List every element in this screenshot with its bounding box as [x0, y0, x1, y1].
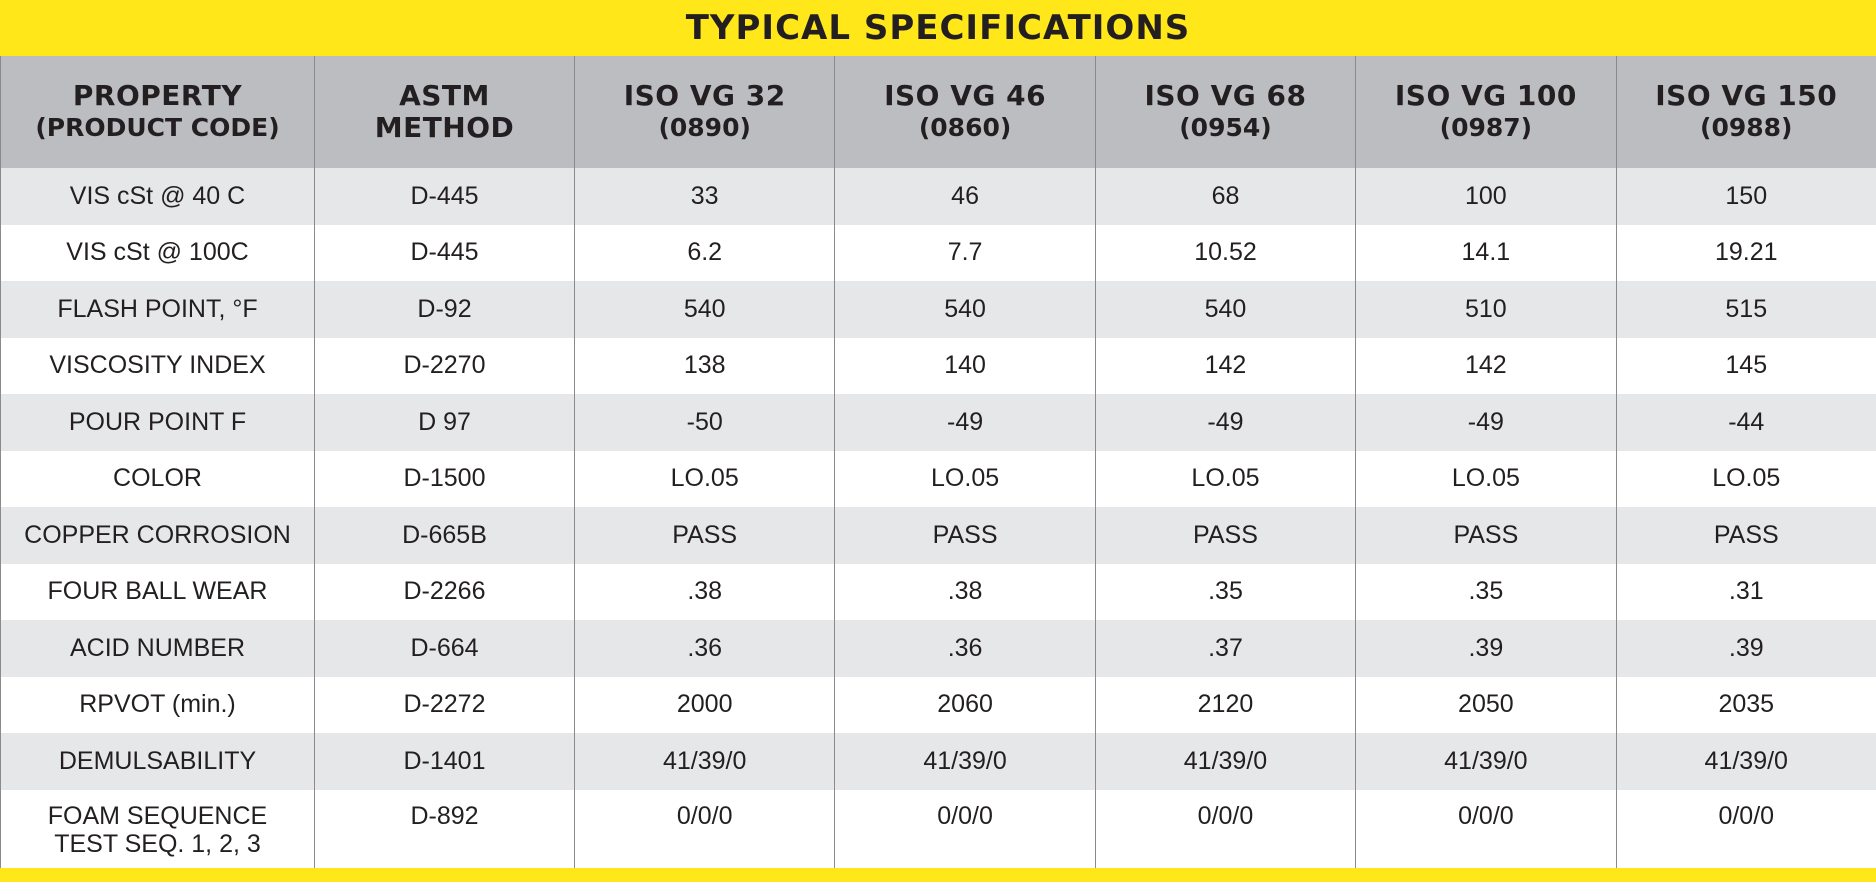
property-cell: RPVOT (min.)	[1, 677, 315, 734]
value-cell: 142	[1356, 338, 1616, 395]
astm-method-cell: D-2272	[315, 677, 575, 734]
table-row	[1, 507, 1876, 564]
header-main: ISO VG 68	[1144, 79, 1307, 112]
value-cell: 41/39/0	[835, 733, 1095, 790]
value-cell: .38	[835, 564, 1095, 621]
astm-method-cell: D-445	[315, 225, 575, 282]
value-cell: 41/39/0	[575, 733, 835, 790]
property-cell: ACID NUMBER	[1, 620, 315, 677]
page-title: TYPICAL SPECIFICATIONS	[685, 8, 1191, 48]
title-bar	[0, 0, 1876, 56]
value-cell: -50	[575, 394, 835, 451]
value-cell: LO.05	[835, 451, 1095, 508]
header-main: ASTM	[399, 79, 490, 112]
value-cell: PASS	[1095, 507, 1355, 564]
header-sub: (0988)	[1700, 113, 1793, 142]
value-cell: 2035	[1616, 677, 1876, 734]
table-row	[1, 733, 1876, 790]
value-cell: -49	[835, 394, 1095, 451]
table-row	[1, 564, 1876, 621]
value-cell: LO.05	[575, 451, 835, 508]
table-body	[1, 168, 1876, 882]
header-iso-vg-46	[835, 56, 1095, 168]
header-main: PROPERTY	[72, 79, 243, 112]
property-cell: VIS cSt @ 40 C	[1, 168, 315, 225]
value-cell: -49	[1095, 394, 1355, 451]
value-cell: 0/0/0	[1356, 790, 1616, 882]
header-sub: (PRODUCT CODE)	[35, 113, 280, 142]
value-cell: 10.52	[1095, 225, 1355, 282]
value-cell: 150	[1616, 168, 1876, 225]
property-cell: COLOR	[1, 451, 315, 508]
value-cell: .39	[1616, 620, 1876, 677]
value-cell: 510	[1356, 281, 1616, 338]
value-cell: 68	[1095, 168, 1355, 225]
value-cell: .37	[1095, 620, 1355, 677]
value-cell: 2000	[575, 677, 835, 734]
header-iso-vg-32	[575, 56, 835, 168]
value-cell: .38	[575, 564, 835, 621]
header-iso-vg-100	[1356, 56, 1616, 168]
value-cell: .36	[575, 620, 835, 677]
value-cell: -49	[1356, 394, 1616, 451]
property-cell: VISCOSITY INDEX	[1, 338, 315, 395]
value-cell: 41/39/0	[1356, 733, 1616, 790]
astm-method-cell: D-1401	[315, 733, 575, 790]
header-iso-vg-68	[1095, 56, 1355, 168]
property-cell: DEMULSABILITY	[1, 733, 315, 790]
table-row	[1, 677, 1876, 734]
table-row	[1, 394, 1876, 451]
property-cell: FOAM SEQUENCE TEST SEQ. 1, 2, 3	[1, 790, 315, 882]
value-cell: 2120	[1095, 677, 1355, 734]
value-cell: LO.05	[1356, 451, 1616, 508]
header-row	[1, 56, 1876, 168]
value-cell: 33	[575, 168, 835, 225]
value-cell: 46	[835, 168, 1095, 225]
value-cell: 0/0/0	[575, 790, 835, 882]
value-cell: PASS	[575, 507, 835, 564]
header-main: ISO VG 100	[1394, 79, 1577, 112]
value-cell: 142	[1095, 338, 1355, 395]
astm-method-cell: D-92	[315, 281, 575, 338]
header-sub: (0860)	[918, 113, 1012, 142]
table-row	[1, 281, 1876, 338]
astm-method-cell: D-2270	[315, 338, 575, 395]
header-astm-method	[315, 56, 575, 168]
value-cell: 540	[1095, 281, 1355, 338]
property-cell: VIS cSt @ 100C	[1, 225, 315, 282]
table-row	[1, 225, 1876, 282]
value-cell: .39	[1356, 620, 1616, 677]
value-cell: LO.05	[1616, 451, 1876, 508]
value-cell: PASS	[1616, 507, 1876, 564]
table-row	[1, 168, 1876, 225]
value-cell: 100	[1356, 168, 1616, 225]
property-cell: COPPER CORROSION	[1, 507, 315, 564]
property-cell: FOUR BALL WEAR	[1, 564, 315, 621]
header-property	[1, 56, 315, 168]
table-header	[1, 56, 1876, 168]
value-cell: 0/0/0	[1616, 790, 1876, 882]
property-cell: FLASH POINT, °F	[1, 281, 315, 338]
header-sub: (0890)	[658, 113, 751, 142]
value-cell: 0/0/0	[1095, 790, 1355, 882]
header-main: ISO VG 46	[884, 79, 1047, 112]
value-cell: -44	[1616, 394, 1876, 451]
value-cell: 145	[1616, 338, 1876, 395]
value-cell: .35	[1356, 564, 1616, 621]
header-main: ISO VG 32	[623, 79, 786, 112]
value-cell: 2060	[835, 677, 1095, 734]
value-cell: PASS	[835, 507, 1095, 564]
astm-method-cell: D-1500	[315, 451, 575, 508]
value-cell: PASS	[1356, 507, 1616, 564]
value-cell: 41/39/0	[1616, 733, 1876, 790]
table-row	[1, 451, 1876, 508]
value-cell: 140	[835, 338, 1095, 395]
table-row	[1, 338, 1876, 395]
astm-method-cell: D-665B	[315, 507, 575, 564]
astm-method-cell: D-445	[315, 168, 575, 225]
header-iso-vg-150	[1616, 56, 1876, 168]
value-cell: 6.2	[575, 225, 835, 282]
value-cell: .36	[835, 620, 1095, 677]
value-cell: 515	[1616, 281, 1876, 338]
value-cell: 0/0/0	[835, 790, 1095, 882]
header-sub: (0954)	[1179, 113, 1272, 142]
bottom-bar	[0, 868, 1876, 882]
header-sub: (0987)	[1439, 113, 1533, 142]
value-cell: LO.05	[1095, 451, 1355, 508]
value-cell: 7.7	[835, 225, 1095, 282]
value-cell: 41/39/0	[1095, 733, 1355, 790]
value-cell: .31	[1616, 564, 1876, 621]
astm-method-cell: D 97	[315, 394, 575, 451]
spec-table	[0, 56, 1876, 882]
value-cell: 2050	[1356, 677, 1616, 734]
astm-method-cell: D-664	[315, 620, 575, 677]
astm-method-cell: D-2266	[315, 564, 575, 621]
value-cell: .35	[1095, 564, 1355, 621]
table-row	[1, 620, 1876, 677]
header-sub: METHOD	[374, 111, 515, 144]
value-cell: 14.1	[1356, 225, 1616, 282]
header-main: ISO VG 150	[1655, 79, 1838, 112]
value-cell: 19.21	[1616, 225, 1876, 282]
value-cell: 138	[575, 338, 835, 395]
astm-method-cell: D-892	[315, 790, 575, 882]
value-cell: 540	[835, 281, 1095, 338]
value-cell: 540	[575, 281, 835, 338]
property-cell: POUR POINT F	[1, 394, 315, 451]
